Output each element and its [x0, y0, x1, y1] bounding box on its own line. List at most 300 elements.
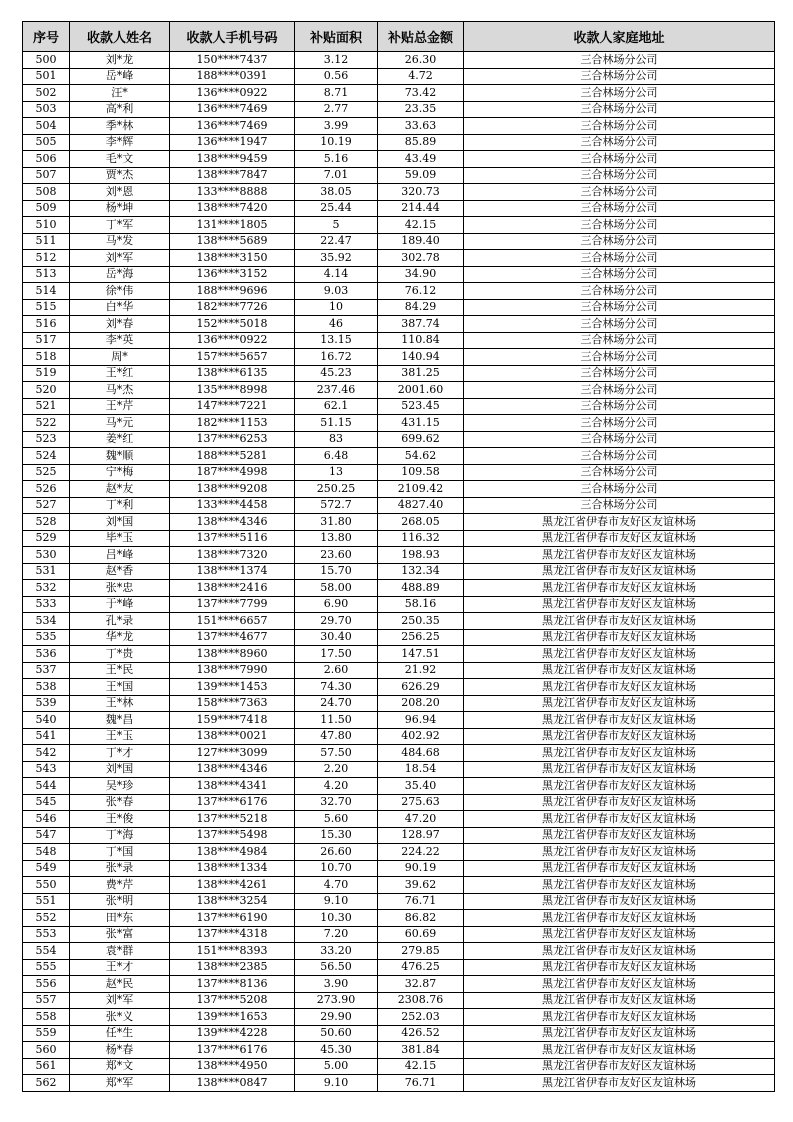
cell-payee-address: 黑龙江省伊春市友好区友谊林场 [464, 695, 775, 712]
cell-subsidy-area: 25.44 [295, 200, 378, 217]
table-row [23, 52, 775, 69]
cell-serial-number: 557 [23, 992, 70, 1009]
cell-serial-number: 519 [23, 365, 70, 382]
cell-payee-phone: 138****3150 [170, 250, 295, 267]
cell-payee-phone: 138****3254 [170, 893, 295, 910]
cell-payee-phone: 138****6135 [170, 365, 295, 382]
cell-subsidy-total: 96.94 [378, 712, 464, 729]
cell-payee-phone: 151****8393 [170, 943, 295, 960]
cell-payee-phone: 133****4458 [170, 497, 295, 514]
cell-subsidy-area: 9.10 [295, 893, 378, 910]
cell-serial-number: 514 [23, 283, 70, 300]
cell-payee-name: 刘*国 [70, 514, 170, 531]
cell-payee-address: 三合林场分公司 [464, 448, 775, 465]
cell-payee-address: 黑龙江省伊春市友好区友谊林场 [464, 1025, 775, 1042]
cell-payee-name: 费*芹 [70, 877, 170, 894]
cell-payee-address: 三合林场分公司 [464, 167, 775, 184]
cell-payee-phone: 137****4677 [170, 629, 295, 646]
cell-serial-number: 517 [23, 332, 70, 349]
cell-payee-phone: 159****7418 [170, 712, 295, 729]
cell-payee-address: 黑龙江省伊春市友好区友谊林场 [464, 1075, 775, 1092]
cell-payee-name: 袁*群 [70, 943, 170, 960]
cell-subsidy-area: 9.03 [295, 283, 378, 300]
cell-payee-address: 黑龙江省伊春市友好区友谊林场 [464, 778, 775, 795]
cell-payee-phone: 138****7320 [170, 547, 295, 564]
cell-subsidy-area: 74.30 [295, 679, 378, 696]
header-subsidy-area: 补贴面积 [295, 22, 378, 52]
cell-payee-name: 张*富 [70, 926, 170, 943]
table-row [23, 217, 775, 234]
cell-subsidy-total: 198.93 [378, 547, 464, 564]
cell-subsidy-total: 85.89 [378, 134, 464, 151]
cell-subsidy-total: 224.22 [378, 844, 464, 861]
cell-payee-address: 三合林场分公司 [464, 266, 775, 283]
table-row [23, 415, 775, 432]
cell-serial-number: 536 [23, 646, 70, 663]
cell-serial-number: 531 [23, 563, 70, 580]
cell-subsidy-area: 0.56 [295, 68, 378, 85]
cell-payee-phone: 137****4318 [170, 926, 295, 943]
cell-serial-number: 513 [23, 266, 70, 283]
table-row [23, 646, 775, 663]
table-row [23, 514, 775, 531]
cell-serial-number: 507 [23, 167, 70, 184]
cell-serial-number: 512 [23, 250, 70, 267]
cell-subsidy-total: 2109.42 [378, 481, 464, 498]
cell-subsidy-total: 4.72 [378, 68, 464, 85]
cell-payee-phone: 137****5498 [170, 827, 295, 844]
cell-subsidy-area: 47.80 [295, 728, 378, 745]
cell-payee-name: 李*辉 [70, 134, 170, 151]
cell-subsidy-total: 2001.60 [378, 382, 464, 399]
cell-serial-number: 538 [23, 679, 70, 696]
table-row [23, 134, 775, 151]
cell-serial-number: 516 [23, 316, 70, 333]
cell-payee-phone: 139****4228 [170, 1025, 295, 1042]
cell-subsidy-total: 268.05 [378, 514, 464, 531]
cell-subsidy-area: 2.77 [295, 101, 378, 118]
table-row [23, 580, 775, 597]
cell-subsidy-total: 275.63 [378, 794, 464, 811]
table-row [23, 629, 775, 646]
cell-subsidy-area: 2.20 [295, 761, 378, 778]
table-row [23, 662, 775, 679]
cell-serial-number: 552 [23, 910, 70, 927]
table-row [23, 200, 775, 217]
cell-subsidy-area: 15.30 [295, 827, 378, 844]
cell-subsidy-total: 387.74 [378, 316, 464, 333]
cell-payee-name: 王*国 [70, 679, 170, 696]
cell-payee-phone: 136****0922 [170, 332, 295, 349]
cell-payee-phone: 188****5281 [170, 448, 295, 465]
cell-serial-number: 539 [23, 695, 70, 712]
cell-payee-name: 张*春 [70, 794, 170, 811]
cell-payee-name: 高*利 [70, 101, 170, 118]
cell-subsidy-total: 33.63 [378, 118, 464, 135]
cell-subsidy-area: 5.16 [295, 151, 378, 168]
cell-payee-phone: 182****7726 [170, 299, 295, 316]
cell-payee-name: 张*忠 [70, 580, 170, 597]
cell-payee-address: 三合林场分公司 [464, 85, 775, 102]
cell-payee-phone: 138****7847 [170, 167, 295, 184]
cell-payee-phone: 138****7420 [170, 200, 295, 217]
cell-serial-number: 525 [23, 464, 70, 481]
cell-payee-phone: 136****7469 [170, 118, 295, 135]
cell-payee-address: 黑龙江省伊春市友好区友谊林场 [464, 580, 775, 597]
cell-payee-address: 黑龙江省伊春市友好区友谊林场 [464, 976, 775, 993]
cell-payee-phone: 133****8888 [170, 184, 295, 201]
cell-payee-address: 黑龙江省伊春市友好区友谊林场 [464, 926, 775, 943]
table-row [23, 349, 775, 366]
cell-payee-phone: 138****4950 [170, 1058, 295, 1075]
cell-subsidy-total: 90.19 [378, 860, 464, 877]
cell-payee-phone: 137****6176 [170, 794, 295, 811]
cell-serial-number: 526 [23, 481, 70, 498]
cell-subsidy-total: 54.62 [378, 448, 464, 465]
table-row [23, 481, 775, 498]
table-row [23, 365, 775, 382]
cell-serial-number: 560 [23, 1042, 70, 1059]
table-row [23, 761, 775, 778]
cell-subsidy-area: 24.70 [295, 695, 378, 712]
table-row [23, 728, 775, 745]
table-row [23, 712, 775, 729]
cell-payee-address: 三合林场分公司 [464, 200, 775, 217]
table-row [23, 1058, 775, 1075]
cell-serial-number: 533 [23, 596, 70, 613]
cell-payee-name: 岳*海 [70, 266, 170, 283]
table-row [23, 827, 775, 844]
cell-payee-phone: 138****0021 [170, 728, 295, 745]
cell-payee-address: 黑龙江省伊春市友好区友谊林场 [464, 910, 775, 927]
cell-payee-address: 三合林场分公司 [464, 283, 775, 300]
cell-payee-name: 丁*才 [70, 745, 170, 762]
cell-subsidy-total: 320.73 [378, 184, 464, 201]
cell-subsidy-total: 21.92 [378, 662, 464, 679]
cell-payee-name: 张*录 [70, 860, 170, 877]
cell-payee-name: 毛*文 [70, 151, 170, 168]
cell-subsidy-total: 109.58 [378, 464, 464, 481]
cell-payee-address: 三合林场分公司 [464, 151, 775, 168]
cell-subsidy-total: 32.87 [378, 976, 464, 993]
cell-subsidy-area: 29.90 [295, 1009, 378, 1026]
cell-subsidy-total: 523.45 [378, 398, 464, 415]
cell-payee-phone: 157****5657 [170, 349, 295, 366]
cell-subsidy-area: 30.40 [295, 629, 378, 646]
table-row [23, 811, 775, 828]
cell-payee-phone: 131****1805 [170, 217, 295, 234]
cell-payee-name: 任*生 [70, 1025, 170, 1042]
cell-subsidy-total: 42.15 [378, 1058, 464, 1075]
cell-payee-phone: 137****7799 [170, 596, 295, 613]
cell-payee-address: 黑龙江省伊春市友好区友谊林场 [464, 1042, 775, 1059]
table-row [23, 101, 775, 118]
table-row [23, 448, 775, 465]
cell-subsidy-total: 140.94 [378, 349, 464, 366]
cell-subsidy-total: 35.40 [378, 778, 464, 795]
cell-payee-phone: 138****1334 [170, 860, 295, 877]
cell-payee-phone: 138****8960 [170, 646, 295, 663]
cell-payee-phone: 151****6657 [170, 613, 295, 630]
cell-serial-number: 522 [23, 415, 70, 432]
cell-payee-phone: 188****0391 [170, 68, 295, 85]
cell-payee-address: 三合林场分公司 [464, 398, 775, 415]
cell-payee-phone: 138****9208 [170, 481, 295, 498]
cell-subsidy-area: 45.23 [295, 365, 378, 382]
cell-payee-phone: 127****3099 [170, 745, 295, 762]
cell-subsidy-area: 10.70 [295, 860, 378, 877]
cell-payee-name: 李*英 [70, 332, 170, 349]
cell-payee-address: 三合林场分公司 [464, 134, 775, 151]
header-payee-address: 收款人家庭地址 [464, 22, 775, 52]
table-row [23, 926, 775, 943]
cell-payee-address: 黑龙江省伊春市友好区友谊林场 [464, 728, 775, 745]
cell-subsidy-total: 381.84 [378, 1042, 464, 1059]
cell-payee-address: 黑龙江省伊春市友好区友谊林场 [464, 514, 775, 531]
cell-payee-phone: 137****6190 [170, 910, 295, 927]
cell-subsidy-area: 572.7 [295, 497, 378, 514]
cell-payee-address: 三合林场分公司 [464, 233, 775, 250]
table-row [23, 184, 775, 201]
cell-subsidy-area: 23.60 [295, 547, 378, 564]
table-row [23, 233, 775, 250]
table-row [23, 382, 775, 399]
table-row [23, 151, 775, 168]
table-row [23, 497, 775, 514]
cell-payee-name: 丁*军 [70, 217, 170, 234]
cell-subsidy-total: 208.20 [378, 695, 464, 712]
cell-payee-phone: 152****5018 [170, 316, 295, 333]
cell-payee-address: 黑龙江省伊春市友好区友谊林场 [464, 860, 775, 877]
cell-payee-address: 三合林场分公司 [464, 184, 775, 201]
cell-payee-phone: 138****4341 [170, 778, 295, 795]
cell-payee-name: 魏*昌 [70, 712, 170, 729]
cell-serial-number: 527 [23, 497, 70, 514]
table-row [23, 745, 775, 762]
cell-payee-name: 刘*国 [70, 761, 170, 778]
cell-payee-address: 黑龙江省伊春市友好区友谊林场 [464, 1009, 775, 1026]
cell-payee-name: 刘*春 [70, 316, 170, 333]
table-row [23, 398, 775, 415]
table-row [23, 943, 775, 960]
cell-subsidy-total: 86.82 [378, 910, 464, 927]
cell-payee-name: 白*华 [70, 299, 170, 316]
cell-subsidy-total: 43.49 [378, 151, 464, 168]
table-row [23, 1025, 775, 1042]
cell-serial-number: 550 [23, 877, 70, 894]
cell-subsidy-total: 132.34 [378, 563, 464, 580]
cell-payee-address: 三合林场分公司 [464, 299, 775, 316]
cell-subsidy-total: 128.97 [378, 827, 464, 844]
cell-payee-address: 三合林场分公司 [464, 316, 775, 333]
cell-subsidy-area: 33.20 [295, 943, 378, 960]
cell-subsidy-area: 3.99 [295, 118, 378, 135]
cell-subsidy-total: 189.40 [378, 233, 464, 250]
cell-serial-number: 518 [23, 349, 70, 366]
cell-subsidy-area: 4.70 [295, 877, 378, 894]
cell-subsidy-area: 2.60 [295, 662, 378, 679]
cell-subsidy-total: 302.78 [378, 250, 464, 267]
cell-serial-number: 543 [23, 761, 70, 778]
cell-subsidy-total: 47.20 [378, 811, 464, 828]
cell-subsidy-area: 250.25 [295, 481, 378, 498]
cell-serial-number: 503 [23, 101, 70, 118]
cell-payee-name: 马*发 [70, 233, 170, 250]
cell-payee-phone: 136****3152 [170, 266, 295, 283]
cell-subsidy-total: 58.16 [378, 596, 464, 613]
cell-serial-number: 544 [23, 778, 70, 795]
cell-serial-number: 546 [23, 811, 70, 828]
cell-serial-number: 504 [23, 118, 70, 135]
cell-payee-name: 王*俊 [70, 811, 170, 828]
cell-payee-phone: 138****9459 [170, 151, 295, 168]
table-row [23, 266, 775, 283]
cell-serial-number: 547 [23, 827, 70, 844]
cell-payee-phone: 147****7221 [170, 398, 295, 415]
cell-subsidy-area: 62.1 [295, 398, 378, 415]
table-row [23, 299, 775, 316]
cell-payee-name: 岳*峰 [70, 68, 170, 85]
cell-serial-number: 506 [23, 151, 70, 168]
cell-serial-number: 549 [23, 860, 70, 877]
cell-subsidy-area: 29.70 [295, 613, 378, 630]
cell-payee-name: 赵*香 [70, 563, 170, 580]
cell-serial-number: 554 [23, 943, 70, 960]
table-row [23, 547, 775, 564]
cell-payee-name: 刘*龙 [70, 52, 170, 69]
cell-serial-number: 524 [23, 448, 70, 465]
cell-serial-number: 561 [23, 1058, 70, 1075]
cell-payee-name: 吕*峰 [70, 547, 170, 564]
cell-payee-address: 黑龙江省伊春市友好区友谊林场 [464, 646, 775, 663]
cell-payee-address: 三合林场分公司 [464, 431, 775, 448]
table-row [23, 992, 775, 1009]
cell-subsidy-area: 4.14 [295, 266, 378, 283]
cell-payee-name: 杨*春 [70, 1042, 170, 1059]
cell-payee-name: 郑*军 [70, 1075, 170, 1092]
cell-serial-number: 508 [23, 184, 70, 201]
cell-subsidy-area: 45.30 [295, 1042, 378, 1059]
cell-payee-name: 马*元 [70, 415, 170, 432]
cell-payee-phone: 137****5208 [170, 992, 295, 1009]
subsidy-table [22, 21, 775, 1092]
cell-payee-phone: 138****1374 [170, 563, 295, 580]
cell-subsidy-total: 381.25 [378, 365, 464, 382]
table-row [23, 283, 775, 300]
cell-payee-phone: 136****7469 [170, 101, 295, 118]
cell-payee-address: 三合林场分公司 [464, 217, 775, 234]
table-row [23, 1009, 775, 1026]
cell-payee-address: 黑龙江省伊春市友好区友谊林场 [464, 794, 775, 811]
cell-payee-phone: 135****8998 [170, 382, 295, 399]
cell-subsidy-area: 5 [295, 217, 378, 234]
cell-subsidy-total: 256.25 [378, 629, 464, 646]
cell-subsidy-area: 46 [295, 316, 378, 333]
cell-serial-number: 562 [23, 1075, 70, 1092]
cell-payee-phone: 138****7990 [170, 662, 295, 679]
cell-subsidy-area: 13 [295, 464, 378, 481]
cell-payee-address: 黑龙江省伊春市友好区友谊林场 [464, 547, 775, 564]
cell-subsidy-total: 26.30 [378, 52, 464, 69]
cell-payee-name: 刘*军 [70, 250, 170, 267]
cell-payee-phone: 139****1453 [170, 679, 295, 696]
cell-payee-address: 三合林场分公司 [464, 68, 775, 85]
cell-serial-number: 501 [23, 68, 70, 85]
cell-payee-address: 黑龙江省伊春市友好区友谊林场 [464, 679, 775, 696]
cell-payee-name: 刘*军 [70, 992, 170, 1009]
cell-subsidy-total: 2308.76 [378, 992, 464, 1009]
cell-payee-name: 马*杰 [70, 382, 170, 399]
cell-subsidy-total: 426.52 [378, 1025, 464, 1042]
cell-payee-address: 三合林场分公司 [464, 415, 775, 432]
cell-subsidy-total: 250.35 [378, 613, 464, 630]
table-row [23, 118, 775, 135]
cell-payee-phone: 188****9696 [170, 283, 295, 300]
cell-subsidy-area: 3.12 [295, 52, 378, 69]
cell-subsidy-total: 34.90 [378, 266, 464, 283]
cell-serial-number: 558 [23, 1009, 70, 1026]
cell-subsidy-area: 57.50 [295, 745, 378, 762]
cell-subsidy-area: 16.72 [295, 349, 378, 366]
cell-payee-address: 黑龙江省伊春市友好区友谊林场 [464, 811, 775, 828]
cell-payee-address: 黑龙江省伊春市友好区友谊林场 [464, 827, 775, 844]
cell-serial-number: 556 [23, 976, 70, 993]
cell-subsidy-area: 6.48 [295, 448, 378, 465]
cell-serial-number: 509 [23, 200, 70, 217]
cell-serial-number: 555 [23, 959, 70, 976]
cell-payee-phone: 139****1653 [170, 1009, 295, 1026]
cell-payee-name: 杨*坤 [70, 200, 170, 217]
cell-subsidy-area: 10 [295, 299, 378, 316]
cell-payee-phone: 137****5218 [170, 811, 295, 828]
cell-payee-name: 于*峰 [70, 596, 170, 613]
cell-subsidy-total: 23.35 [378, 101, 464, 118]
cell-subsidy-total: 110.84 [378, 332, 464, 349]
cell-payee-address: 三合林场分公司 [464, 382, 775, 399]
cell-serial-number: 528 [23, 514, 70, 531]
cell-serial-number: 515 [23, 299, 70, 316]
cell-payee-name: 吴*珍 [70, 778, 170, 795]
cell-serial-number: 505 [23, 134, 70, 151]
cell-serial-number: 540 [23, 712, 70, 729]
table-header-row [23, 22, 775, 52]
cell-serial-number: 511 [23, 233, 70, 250]
table-row [23, 910, 775, 927]
table-row [23, 778, 775, 795]
cell-subsidy-area: 3.90 [295, 976, 378, 993]
cell-payee-address: 黑龙江省伊春市友好区友谊林场 [464, 761, 775, 778]
cell-subsidy-total: 488.89 [378, 580, 464, 597]
cell-subsidy-total: 431.15 [378, 415, 464, 432]
cell-subsidy-area: 11.50 [295, 712, 378, 729]
cell-payee-phone: 137****8136 [170, 976, 295, 993]
cell-serial-number: 529 [23, 530, 70, 547]
table-row [23, 679, 775, 696]
cell-subsidy-total: 73.42 [378, 85, 464, 102]
cell-payee-phone: 187****4998 [170, 464, 295, 481]
cell-subsidy-total: 4827.40 [378, 497, 464, 514]
cell-payee-address: 黑龙江省伊春市友好区友谊林场 [464, 530, 775, 547]
cell-payee-phone: 138****0847 [170, 1075, 295, 1092]
cell-payee-phone: 138****2416 [170, 580, 295, 597]
cell-payee-name: 刘*恩 [70, 184, 170, 201]
cell-subsidy-area: 4.20 [295, 778, 378, 795]
cell-payee-address: 黑龙江省伊春市友好区友谊林场 [464, 844, 775, 861]
cell-serial-number: 532 [23, 580, 70, 597]
header-payee-name: 收款人姓名 [70, 22, 170, 52]
cell-subsidy-area: 10.19 [295, 134, 378, 151]
table-row [23, 794, 775, 811]
